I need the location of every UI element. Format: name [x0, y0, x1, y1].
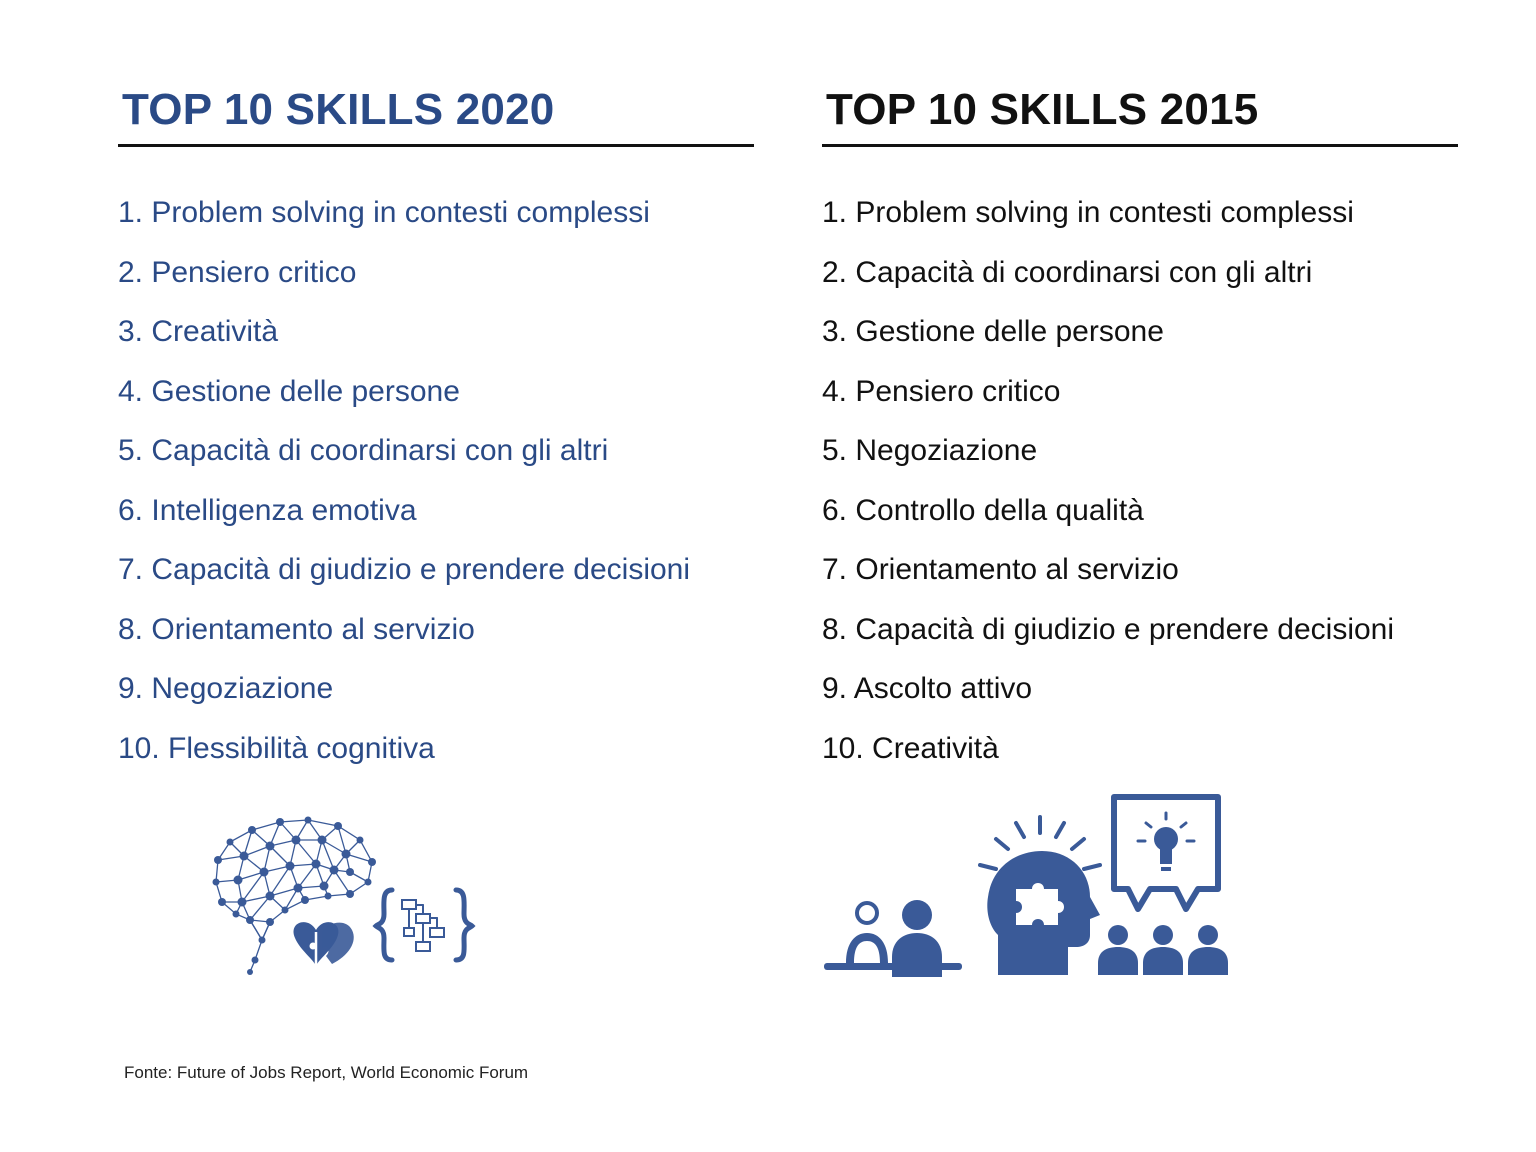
- skill-2015-item: 3. Gestione delle persone: [822, 315, 1164, 348]
- skill-2020-item: 5. Capacità di coordinarsi con gli altri: [118, 434, 609, 467]
- skills-2020-column: [118, 82, 754, 778]
- skill-2015-item: 4. Pensiero critico: [822, 374, 1061, 408]
- flowchart-braces-icon: [376, 890, 472, 960]
- skill-2015-item: 9. Ascolto attivo: [822, 672, 1033, 705]
- skill-2020-item: 7. Capacità di giudizio e prendere decisioni: [118, 553, 691, 586]
- puzzle-heart-icon: [294, 922, 354, 966]
- source-note: Fonte: Future of Jobs Report, World Economic Forum: [124, 1063, 529, 1082]
- skill-2020-item: 1. Problem solving in contesti complessi: [118, 196, 650, 229]
- skill-2020-item: 9. Negoziazione: [118, 672, 334, 705]
- skills-2015-list: [822, 183, 1458, 778]
- skill-2020-item: 3. Creatività: [118, 315, 279, 348]
- skill-2015-item: 10. Creatività: [822, 731, 999, 765]
- skills-2020-title: TOP 10 SKILLS 2020: [118, 82, 754, 147]
- skill-2015-item: 8. Capacità di giudizio e prendere decisioni: [822, 612, 1395, 646]
- skill-2015-item: 6. Controllo della qualità: [822, 493, 1144, 527]
- network-brain-icon: [213, 817, 377, 976]
- skills-2020-illustration: [200, 810, 490, 980]
- skills-2015-illustration: [820, 785, 1240, 990]
- audience-icon: [1098, 925, 1228, 975]
- skill-2020-item: 6. Intelligenza emotiva: [118, 493, 417, 527]
- lightbulb-presentation-icon: [1114, 797, 1218, 909]
- skills-2015-title: TOP 10 SKILLS 2015: [822, 82, 1458, 147]
- puzzle-head-icon: [980, 817, 1100, 975]
- skill-2020-item: 2. Pensiero critico: [118, 255, 357, 289]
- skills-2015-column: [822, 82, 1458, 778]
- skill-2020-item: 4. Gestione delle persone: [118, 374, 460, 408]
- skill-2015-item: 5. Negoziazione: [822, 434, 1038, 467]
- skill-2020-item: 8. Orientamento al servizio: [118, 612, 475, 646]
- skill-2015-item: 7. Orientamento al servizio: [822, 553, 1179, 586]
- service-desk-icon: [824, 900, 962, 977]
- skills-2020-list: [118, 183, 754, 778]
- skill-2020-item: 10. Flessibilità cognitiva: [118, 731, 435, 765]
- skill-2015-item: 1. Problem solving in contesti complessi: [822, 196, 1354, 229]
- skill-2015-item: 2. Capacità di coordinarsi con gli altri: [822, 255, 1313, 289]
